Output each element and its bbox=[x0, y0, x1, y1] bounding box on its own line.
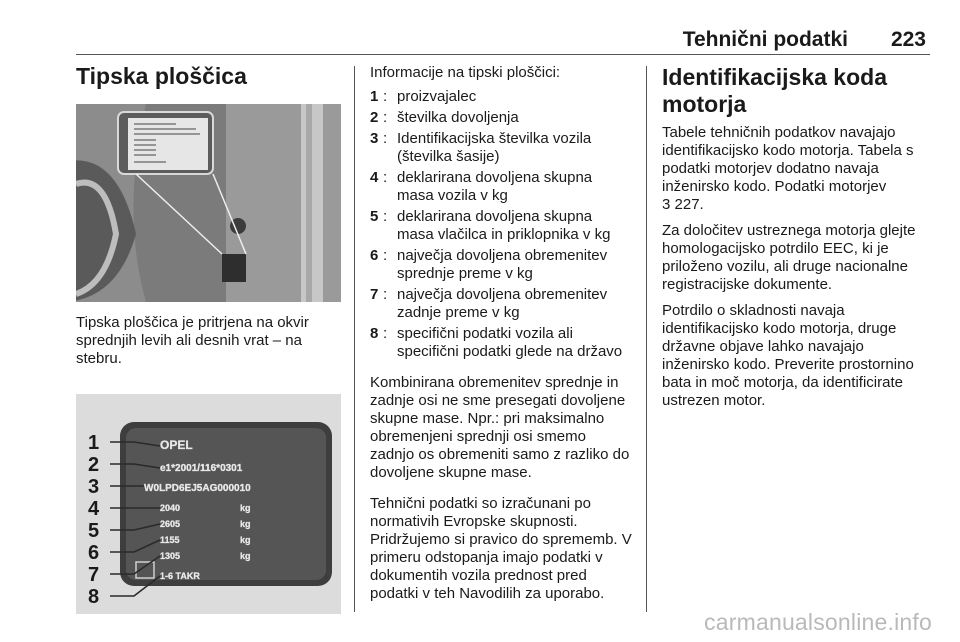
callout-4: 4 bbox=[88, 498, 100, 520]
plate-mass-4: 1305 bbox=[160, 551, 181, 561]
plate-info-intro: Informacije na tipski ploščici: bbox=[370, 64, 561, 81]
plate-unit-4: kg bbox=[240, 551, 251, 561]
left-column bbox=[76, 62, 341, 614]
column-divider-1 bbox=[354, 66, 355, 612]
door-pillar-photo bbox=[76, 104, 341, 302]
door-pillar-illustration bbox=[76, 104, 341, 302]
engine-code-paragraph-1 bbox=[662, 124, 930, 214]
page-reference-link[interactable]: 3 227. bbox=[662, 196, 704, 213]
callout-8: 8 bbox=[88, 586, 100, 608]
type-plate-illustration bbox=[76, 394, 341, 614]
item-number: 6 bbox=[370, 247, 379, 264]
engine-code-text: Tabele tehničnih podatkov navajajo identifikacijsko kodo motorja. Tabela s podatki motorjev dodatno navaja inženirsko kodo. Podatki motorjev bbox=[662, 124, 914, 195]
plate-location-caption: Tipska ploščica je pritrjena na okvir sprednjih levih ali desnih vrat – na stebru. bbox=[76, 314, 309, 367]
item-text: največja dovoljena obremenitev zadnje preme v kg bbox=[397, 286, 608, 321]
list-item: 2 : številka dovoljenja bbox=[370, 109, 632, 127]
item-text: številka dovoljenja bbox=[397, 109, 519, 126]
page-header bbox=[76, 28, 930, 52]
callout-2: 2 bbox=[88, 454, 100, 476]
item-number: 2 bbox=[370, 109, 379, 126]
list-item: 6 : največja dovoljena obremenitev sprednje preme v kg bbox=[370, 247, 632, 283]
plate-brand: OPEL bbox=[160, 438, 193, 452]
plate-unit-3: kg bbox=[240, 535, 251, 545]
callout-7: 7 bbox=[88, 564, 100, 586]
item-text: največja dovoljena obremenitev sprednje preme v kg bbox=[397, 247, 608, 282]
column-divider-2 bbox=[646, 66, 647, 612]
item-number: 8 bbox=[370, 325, 379, 342]
middle-column bbox=[370, 64, 632, 603]
item-text: deklarirana dovoljena skupna masa vlačilca in priklopnika v kg bbox=[397, 208, 611, 243]
section-title: Tehnični podatki bbox=[682, 28, 848, 51]
list-item: 1 : proizvajalec bbox=[370, 88, 632, 106]
type-plate-diagram bbox=[76, 394, 341, 614]
item-number: 3 bbox=[370, 130, 379, 147]
engine-code-paragraph-3: Potrdilo o skladnosti navaja identifikacijsko kodo motorja, druge državne objave lahko navajajo inženirsko kodo. Preverite prostornino bata in moč motorja, da identificirate ustrezen motor. bbox=[662, 302, 914, 409]
plate-mass-2: 2605 bbox=[160, 519, 181, 529]
section-heading: Tipska ploščica bbox=[76, 63, 247, 89]
engine-code-heading: Identifikacijska koda motorja bbox=[662, 64, 887, 117]
item-number: 1 bbox=[370, 88, 379, 105]
list-item: 7 : največja dovoljena obremenitev zadnje preme v kg bbox=[370, 286, 632, 322]
plate-unit-1: kg bbox=[240, 503, 251, 513]
callout-6: 6 bbox=[88, 542, 100, 564]
item-text: specifični podatki vozila ali specifični podatki glede na državo bbox=[397, 325, 623, 360]
norms-paragraph: Tehnični podatki so izračunani po normativih Evropske skupnosti. Pridržujemo si pravico do sprememb. V primeru odstopanja imajo podatki v dokumentih vozila prednost pred podatki v teh Navodilih za uporabo. bbox=[370, 495, 632, 602]
callout-1: 1 bbox=[88, 432, 100, 454]
callout-3: 3 bbox=[88, 476, 100, 498]
plate-unit-2: kg bbox=[240, 519, 251, 529]
item-number: 5 bbox=[370, 208, 379, 225]
list-item: 4 : deklarirana dovoljena skupna masa vozila v kg bbox=[370, 169, 632, 205]
header-divider bbox=[76, 54, 930, 55]
plate-vin: W0LPD6EJ5AG000010 bbox=[144, 483, 251, 494]
item-text: Identifikacijska številka vozila (številka šasije) bbox=[397, 130, 592, 165]
page-number: 223 bbox=[890, 28, 926, 51]
callout-5: 5 bbox=[88, 520, 100, 542]
item-number: 4 bbox=[370, 169, 379, 186]
watermark: carmanualsonline.info bbox=[704, 609, 932, 635]
plate-mass-3: 1155 bbox=[160, 535, 180, 545]
load-paragraph: Kombinirana obremenitev sprednje in zadnje osi ne sme presegati dovoljene skupne mase. Npr.: pri maksimalno obremenjeni sprednji osi smemo zadnjo os obremeniti samo z razliko do dovoljene skupne mase. bbox=[370, 374, 630, 481]
plate-line-8: 1-6 TAKR bbox=[160, 571, 200, 581]
item-text: proizvajalec bbox=[397, 88, 477, 105]
plate-info-list bbox=[370, 88, 632, 361]
list-item: 8 : specifični podatki vozila ali specifični podatki glede na državo bbox=[370, 325, 632, 361]
list-item: 3 : Identifikacijska številka vozila (številka šasije) bbox=[370, 130, 632, 166]
item-text: deklarirana dovoljena skupna masa vozila v kg bbox=[397, 169, 593, 204]
plate-mass-1: 2040 bbox=[160, 503, 181, 513]
list-item: 5 : deklarirana dovoljena skupna masa vlačilca in priklopnika v kg bbox=[370, 208, 632, 244]
right-column bbox=[662, 64, 930, 418]
item-number: 7 bbox=[370, 286, 379, 303]
plate-approval-number: e1*2001/116*0301 bbox=[160, 463, 243, 474]
engine-code-paragraph-2: Za določitev ustreznega motorja glejte homologacijsko potrdilo EEC, ki je priloženo vozilu, ali druge nacionalne registracijske dokumente. bbox=[662, 222, 916, 293]
